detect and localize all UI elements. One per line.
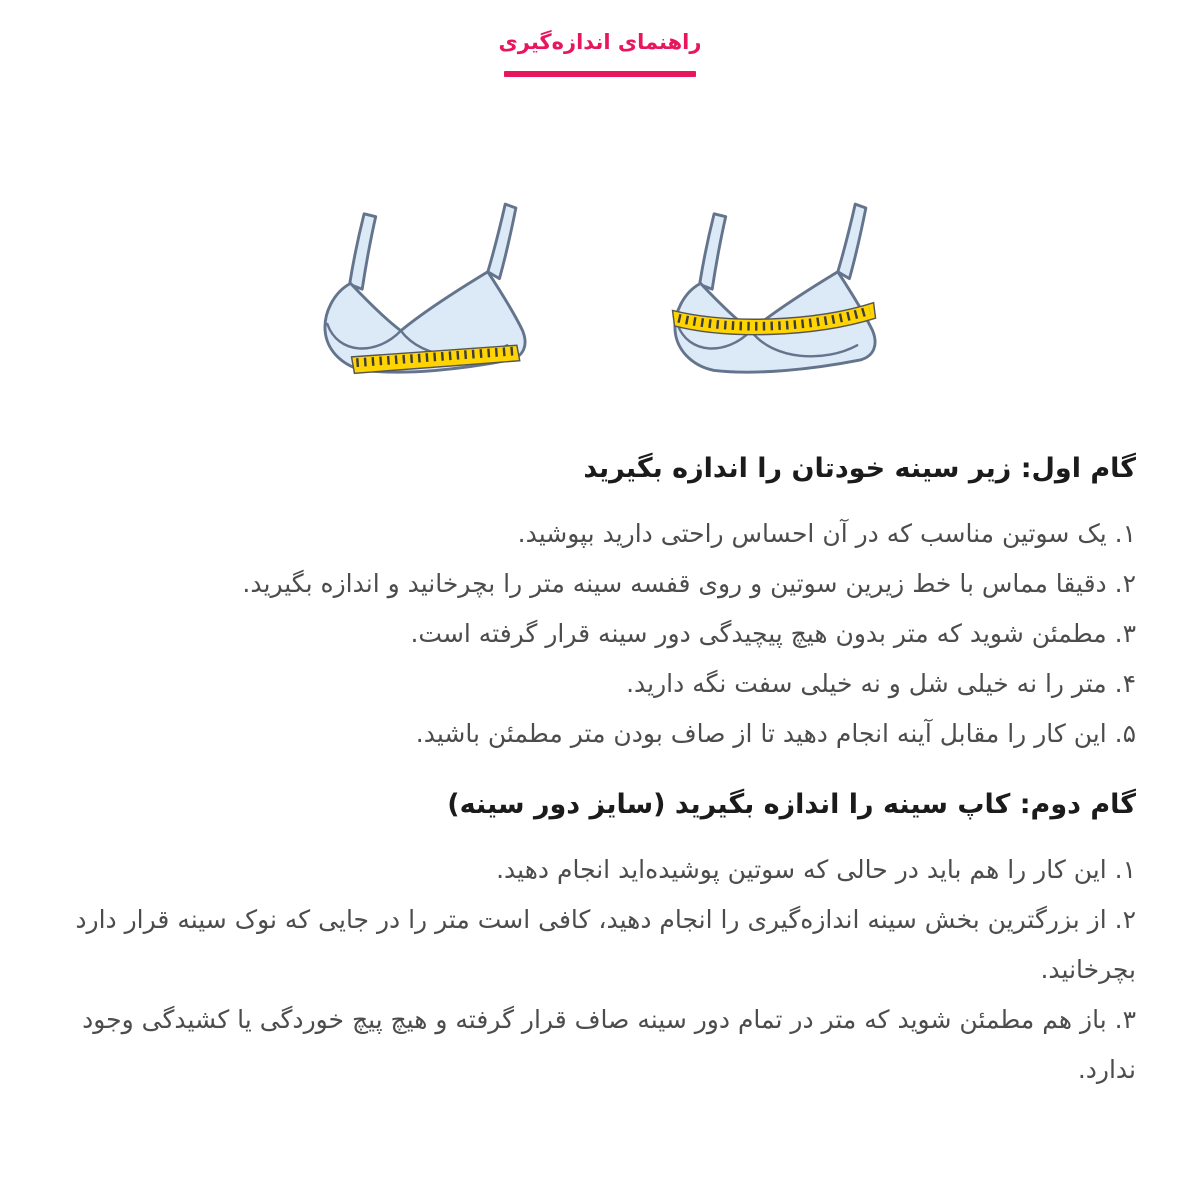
step-two-section [60, 787, 1136, 1095]
bra-right-strap [838, 204, 866, 278]
step-two-heading: گام دوم: کاپ سینه را اندازه بگیرید (سایز دور سینه) [447, 789, 1136, 820]
instruction-item: ۲. دقیقا مماس با خط زیرین سوتین و روی قفسه سینه متر را بچرخانید و اندازه بگیرید. [242, 569, 1136, 598]
step-two-items [60, 845, 1136, 1095]
instruction-item: ۱. این کار را هم باید در حالی که سوتین پوشیده‌اید انجام دهید. [496, 855, 1136, 884]
instruction-item: ۳. مطمئن شوید که متر بدون هیچ پیچیدگی دور سینه قرار گرفته است. [410, 619, 1136, 648]
step-one-section [60, 451, 1136, 759]
step-one-items [60, 509, 1136, 759]
bra-bust-illustration [659, 195, 891, 395]
bra-underbust-illustration [309, 195, 541, 395]
page-title: راهنمای اندازه‌گیری [498, 30, 702, 54]
title-underline [504, 71, 696, 77]
bra-right-strap [488, 204, 516, 278]
instruction-item: ۳. باز هم مطمئن شوید که متر در تمام دور سینه صاف قرار گرفته و هیچ پیچ خوردگی یا کشیدگی وجود ندارد. [82, 1005, 1136, 1084]
bra-left-strap [700, 214, 726, 289]
illustrations-row [0, 195, 1200, 395]
step-one-heading: گام اول: زیر سینه خودتان را اندازه بگیرید [583, 453, 1136, 484]
instruction-item: ۵. این کار را مقابل آینه انجام دهید تا از صاف بودن متر مطمئن باشید. [415, 719, 1136, 748]
instructions-content [60, 451, 1136, 1095]
page-header [0, 0, 1200, 77]
bra-left-strap [350, 214, 376, 289]
instruction-item: ۴. متر را نه خیلی شل و نه خیلی سفت نگه دارید. [626, 669, 1136, 698]
instruction-item: ۱. یک سوتین مناسب که در آن احساس راحتی دارید بپوشید. [517, 519, 1136, 548]
instruction-item: ۲. از بزرگترین بخش سینه اندازه‌گیری را انجام دهید، کافی است متر را در جایی که نوک سینه قرار دارد بچرخانید. [75, 905, 1136, 984]
